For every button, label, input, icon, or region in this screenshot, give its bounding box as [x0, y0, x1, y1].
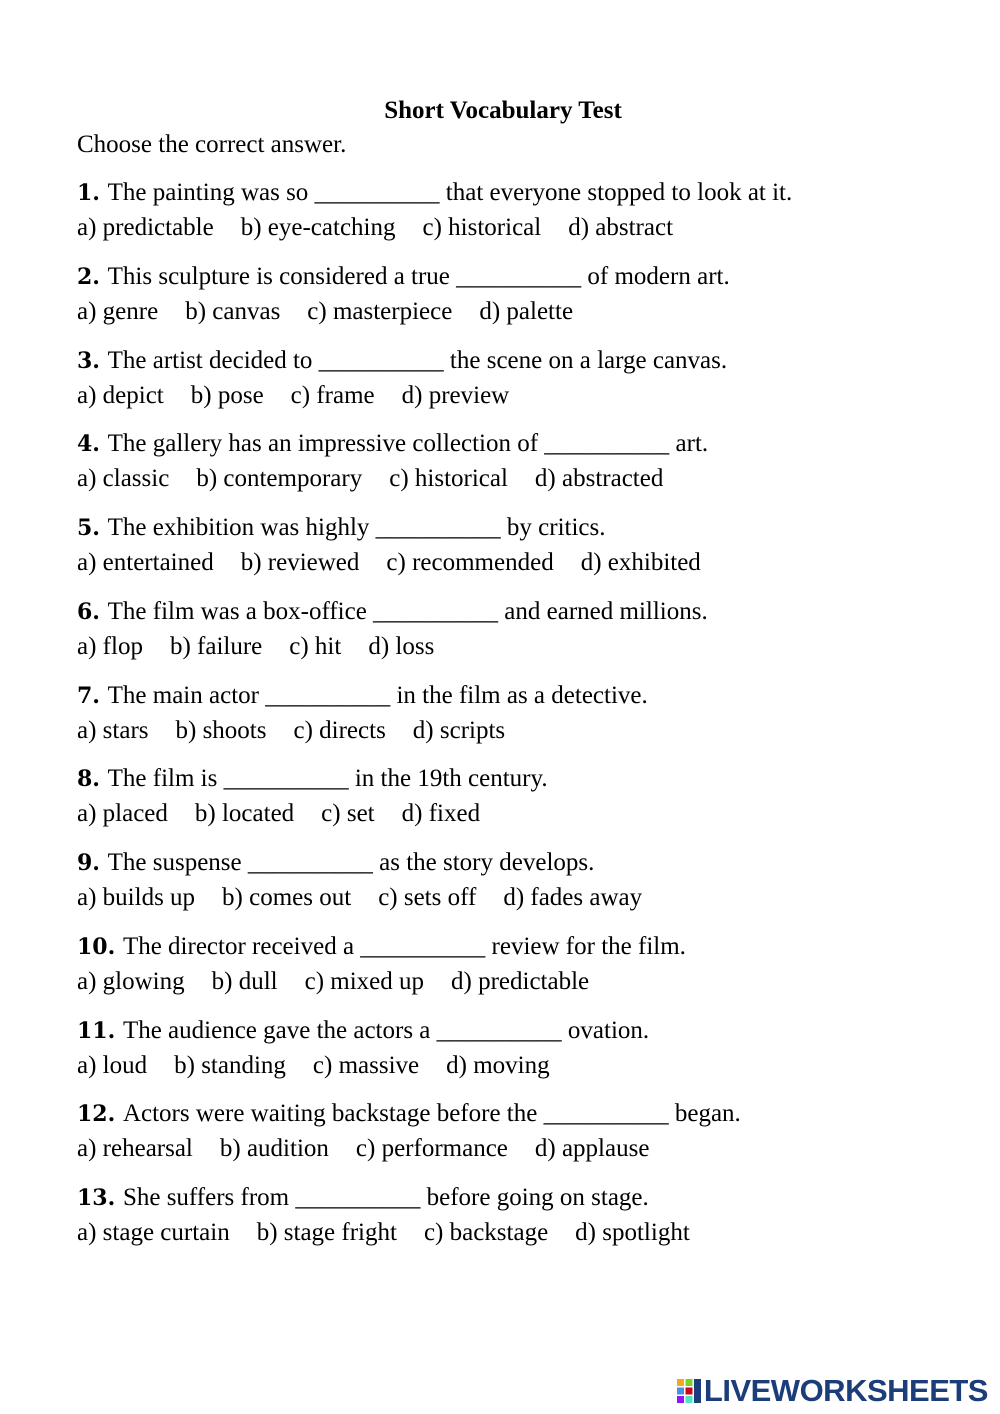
answer-options: [77, 880, 977, 916]
answer-option[interactable]: a) builds up: [77, 884, 196, 911]
answer-option[interactable]: a) flop: [77, 632, 143, 660]
question-line: [77, 176, 977, 210]
question-number: 7.: [77, 682, 108, 709]
question-line: [77, 1014, 977, 1048]
answer-option[interactable]: b) reviewed: [240, 549, 360, 576]
answer-option[interactable]: b) standing: [174, 1051, 286, 1079]
answer-option[interactable]: d) predictable: [451, 967, 590, 995]
answer-option[interactable]: a) rehearsal: [77, 1135, 193, 1163]
question-text: The film is __________ in the 19th century.: [107, 765, 548, 793]
answer-option[interactable]: c) performance: [355, 1135, 508, 1163]
question-text: The director received a __________ review for the film.: [122, 932, 686, 960]
answer-option[interactable]: c) set: [321, 800, 375, 828]
answer-option[interactable]: c) backstage: [423, 1219, 549, 1246]
answer-option[interactable]: d) spotlight: [575, 1219, 690, 1246]
answer-option[interactable]: c) recommended: [386, 549, 554, 576]
question-item: [77, 595, 977, 679]
question-text: The audience gave the actors a __________ ovation.: [122, 1016, 650, 1044]
answer-option[interactable]: c) massive: [312, 1051, 420, 1079]
question-list: [77, 176, 977, 1265]
answer-options: [77, 1215, 977, 1251]
answer-option[interactable]: b) stage fright: [256, 1219, 397, 1246]
answer-option[interactable]: d) scripts: [412, 716, 506, 744]
answer-option[interactable]: b) canvas: [185, 297, 281, 325]
answer-options: [77, 1048, 977, 1084]
answer-option[interactable]: b) failure: [169, 632, 263, 660]
answer-option[interactable]: d) abstracted: [534, 465, 664, 493]
question-text: The exhibition was highly __________ by critics.: [107, 514, 606, 541]
answer-option[interactable]: a) placed: [77, 800, 168, 828]
question-number: 3.: [77, 347, 108, 374]
answer-option[interactable]: a) entertained: [77, 549, 214, 576]
answer-option[interactable]: a) glowing: [77, 967, 185, 995]
answer-options: [77, 713, 977, 749]
answer-options: [77, 796, 977, 832]
question-number: 10.: [77, 933, 123, 960]
answer-options: [77, 461, 977, 497]
answer-option[interactable]: d) fixed: [401, 800, 481, 828]
question-line: [77, 511, 977, 545]
question-number: 5.: [77, 515, 108, 541]
answer-option[interactable]: c) masterpiece: [307, 297, 453, 325]
question-item: [77, 1097, 977, 1181]
answer-option[interactable]: a) genre: [77, 297, 159, 325]
question-item: [77, 176, 977, 260]
answer-option[interactable]: c) frame: [290, 381, 375, 409]
answer-options: [77, 964, 977, 1000]
answer-option[interactable]: c) hit: [289, 632, 342, 660]
question-item: [77, 260, 977, 344]
answer-option[interactable]: a) stars: [77, 716, 149, 744]
question-item: [77, 344, 977, 428]
answer-option[interactable]: d) fades away: [503, 884, 643, 911]
question-text: The gallery has an impressive collection of __________ art.: [107, 430, 709, 458]
question-number: 13.: [77, 1185, 123, 1211]
answer-option[interactable]: b) shoots: [175, 716, 267, 744]
question-line: [77, 930, 977, 964]
answer-option[interactable]: a) stage curtain: [77, 1219, 230, 1246]
answer-option[interactable]: a) classic: [77, 465, 170, 493]
answer-options: [77, 1131, 977, 1167]
answer-option[interactable]: b) comes out: [222, 884, 352, 911]
question-text: The artist decided to __________ the scene on a large canvas.: [107, 346, 728, 374]
question-text: The film was a box-office __________ and earned millions.: [107, 597, 708, 625]
question-text: Actors were waiting backstage before the __________ began.: [122, 1100, 741, 1128]
question-line: [77, 1181, 977, 1215]
answer-option[interactable]: d) abstract: [568, 214, 674, 241]
answer-option[interactable]: c) historical: [422, 214, 542, 241]
question-line: [77, 344, 977, 378]
answer-options: [77, 294, 977, 330]
question-number: 12.: [77, 1101, 123, 1128]
answer-option[interactable]: d) applause: [534, 1135, 650, 1163]
question-text: She suffers from __________ before going on stage.: [122, 1184, 649, 1211]
question-number: 4.: [77, 431, 108, 458]
question-item: [77, 930, 977, 1014]
answer-option[interactable]: d) palette: [479, 297, 574, 325]
question-line: [77, 1097, 977, 1131]
answer-option[interactable]: b) eye-catching: [240, 214, 396, 241]
question-item: [77, 511, 977, 595]
question-item: [77, 427, 977, 511]
question-text: The painting was so __________ that everyone stopped to look at it.: [107, 179, 793, 206]
question-line: [77, 595, 977, 629]
answer-option[interactable]: a) depict: [77, 381, 164, 409]
answer-option[interactable]: a) predictable: [77, 214, 214, 241]
question-number: 2.: [77, 263, 108, 290]
instruction-text: Choose the correct answer.: [77, 131, 347, 158]
answer-options: [77, 629, 977, 665]
question-number: 6.: [77, 598, 108, 625]
question-item: [77, 762, 977, 846]
question-item: [77, 1014, 977, 1098]
question-number: 11.: [77, 1017, 123, 1044]
answer-options: [77, 210, 977, 246]
question-line: [77, 762, 977, 796]
answer-option[interactable]: d) loss: [368, 632, 435, 660]
question-item: [77, 846, 977, 930]
answer-option[interactable]: d) exhibited: [580, 549, 701, 576]
answer-option[interactable]: b) audition: [219, 1135, 329, 1163]
question-line: [77, 679, 977, 713]
question-line: [77, 846, 977, 880]
question-text: The suspense __________ as the story develops.: [107, 849, 595, 876]
answer-option[interactable]: c) sets off: [378, 884, 477, 911]
answer-options: [77, 378, 977, 414]
answer-option[interactable]: d) preview: [401, 381, 510, 409]
question-number: 1.: [77, 180, 108, 206]
answer-option[interactable]: d) moving: [446, 1051, 550, 1079]
question-line: [77, 260, 977, 294]
answer-option[interactable]: b) pose: [190, 381, 264, 409]
page-title: Short Vocabulary Test: [384, 97, 622, 124]
answer-options: [77, 545, 977, 581]
brand-name: LIVEWORKSHEETS: [703, 1373, 988, 1408]
answer-option[interactable]: c) historical: [389, 465, 508, 493]
answer-option[interactable]: c) mixed up: [304, 967, 425, 995]
liveworksheets-logo-icon: [676, 1378, 702, 1404]
question-text: The main actor __________ in the film as a detective.: [107, 681, 648, 709]
question-item: [77, 1181, 977, 1265]
answer-option[interactable]: b) contemporary: [196, 465, 363, 493]
question-text: This sculpture is considered a true __________ of modern art.: [107, 262, 730, 290]
answer-option[interactable]: b) located: [194, 800, 295, 828]
liveworksheets-brand: [676, 1374, 988, 1408]
answer-option[interactable]: c) directs: [293, 716, 386, 744]
question-number: 8.: [77, 766, 108, 793]
answer-option[interactable]: a) loud: [77, 1051, 148, 1079]
question-line: [77, 427, 977, 461]
question-item: [77, 679, 977, 763]
question-number: 9.: [77, 850, 108, 876]
answer-option[interactable]: b) dull: [211, 967, 278, 995]
